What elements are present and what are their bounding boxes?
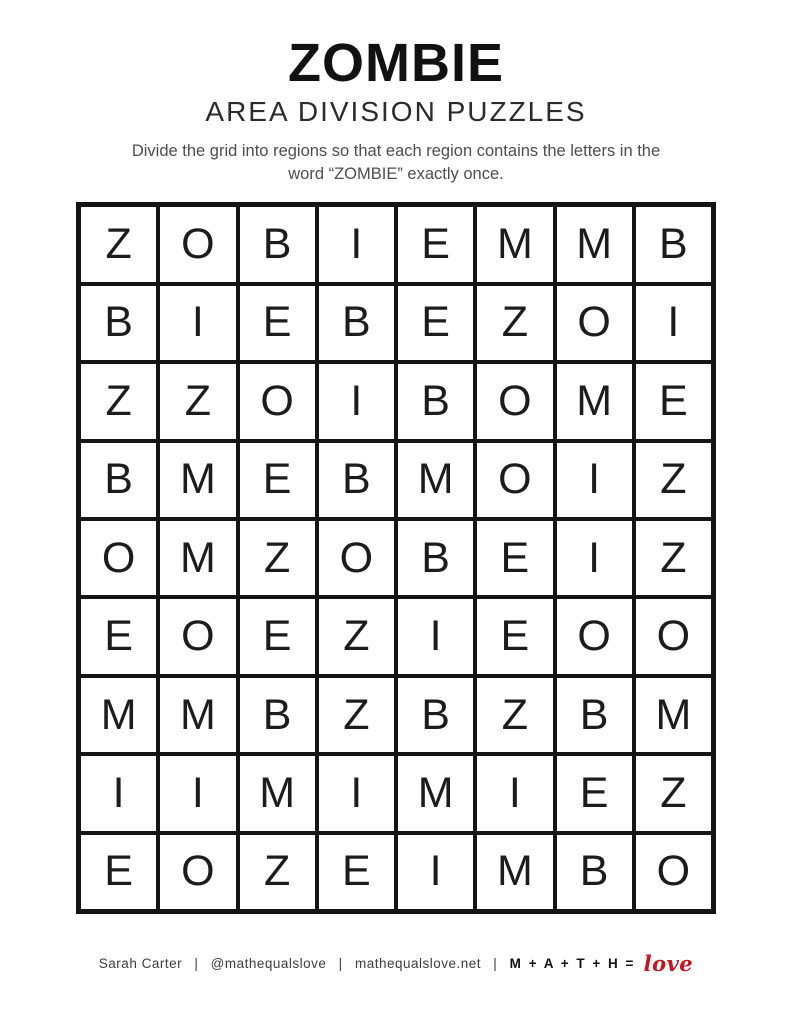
grid-cell: B xyxy=(238,205,317,283)
grid-cell: B xyxy=(317,441,396,519)
page-subtitle: AREA DIVISION PUZZLES xyxy=(205,96,587,127)
grid-cell: E xyxy=(238,597,317,675)
grid-cell: Z xyxy=(634,441,713,519)
grid-cell: I xyxy=(634,284,713,362)
grid-cell: I xyxy=(317,754,396,832)
grid-cell: E xyxy=(317,833,396,911)
grid-cell: M xyxy=(396,754,475,832)
grid-cell: B xyxy=(396,519,475,597)
grid-cell: M xyxy=(475,205,554,283)
grid-cell: B xyxy=(634,205,713,283)
grid-cell: M xyxy=(158,676,237,754)
grid-cell: O xyxy=(555,597,634,675)
grid-cell: Z xyxy=(475,676,554,754)
grid-cell: M xyxy=(79,676,158,754)
grid-cell: O xyxy=(555,284,634,362)
grid-cell: B xyxy=(396,362,475,440)
grid-cell: B xyxy=(79,284,158,362)
footer-separator: | xyxy=(338,956,343,971)
grid-cell: I xyxy=(475,754,554,832)
grid-cell: E xyxy=(79,833,158,911)
footer-separator: | xyxy=(194,956,199,971)
grid-cell: Z xyxy=(79,362,158,440)
grid-cell: B xyxy=(555,676,634,754)
grid-cell: O xyxy=(634,833,713,911)
grid-cell: O xyxy=(158,597,237,675)
grid-cell: M xyxy=(634,676,713,754)
grid-cell: B xyxy=(317,284,396,362)
grid-cell: E xyxy=(555,754,634,832)
grid-cell: O xyxy=(158,205,237,283)
instructions-line-1: Divide the grid into regions so that each region contains the letters in the xyxy=(131,142,661,160)
page-footer xyxy=(0,951,792,976)
puzzle-instructions xyxy=(0,140,792,186)
grid-cell: I xyxy=(396,833,475,911)
grid-cell: B xyxy=(238,676,317,754)
page-header xyxy=(0,0,792,186)
grid-cell: E xyxy=(475,519,554,597)
grid-cell: O xyxy=(79,519,158,597)
grid-cell: Z xyxy=(634,519,713,597)
puzzle-grid xyxy=(76,202,716,914)
grid-cell: M xyxy=(238,754,317,832)
grid-cell: Z xyxy=(238,519,317,597)
grid-cell: M xyxy=(555,205,634,283)
grid-cell: O xyxy=(317,519,396,597)
grid-cell: I xyxy=(317,205,396,283)
footer-handle: @mathequalslove xyxy=(210,956,327,971)
grid-cell: I xyxy=(158,754,237,832)
grid-cell: I xyxy=(79,754,158,832)
grid-cell: Z xyxy=(317,676,396,754)
grid-cell: M xyxy=(555,362,634,440)
footer-author: Sarah Carter xyxy=(98,956,183,971)
grid-cell: Z xyxy=(317,597,396,675)
grid-cell: B xyxy=(555,833,634,911)
grid-cell: O xyxy=(238,362,317,440)
grid-cell: Z xyxy=(634,754,713,832)
grid-cell: E xyxy=(238,284,317,362)
footer-brand-love: love xyxy=(643,951,694,976)
grid-cell: E xyxy=(396,205,475,283)
footer-brand-math: M + A + T + H = xyxy=(509,956,636,971)
grid-cell: E xyxy=(475,597,554,675)
grid-cell: I xyxy=(555,519,634,597)
grid-cell: M xyxy=(158,441,237,519)
grid-cell: Z xyxy=(79,205,158,283)
instructions-line-2: word “ZOMBIE” exactly once. xyxy=(288,165,504,184)
grid-cell: M xyxy=(158,519,237,597)
grid-cell: I xyxy=(396,597,475,675)
grid-cell: B xyxy=(396,676,475,754)
grid-cell: Z xyxy=(158,362,237,440)
grid-cell: E xyxy=(634,362,713,440)
grid-cell: O xyxy=(634,597,713,675)
grid-cell: B xyxy=(79,441,158,519)
page-title: ZOMBIE xyxy=(288,33,504,93)
grid-cell: O xyxy=(158,833,237,911)
grid-cell: Z xyxy=(238,833,317,911)
grid-cell: E xyxy=(238,441,317,519)
grid-cell: I xyxy=(555,441,634,519)
grid-cell: M xyxy=(396,441,475,519)
grid-cell: O xyxy=(475,362,554,440)
grid-cell: M xyxy=(475,833,554,911)
grid-cell: I xyxy=(317,362,396,440)
grid-cell: Z xyxy=(475,284,554,362)
footer-website: mathequalslove.net xyxy=(354,956,482,971)
grid-cell: E xyxy=(79,597,158,675)
grid-cell: E xyxy=(396,284,475,362)
grid-cell: O xyxy=(475,441,554,519)
grid-cell: I xyxy=(158,284,237,362)
footer-separator: | xyxy=(493,956,498,971)
